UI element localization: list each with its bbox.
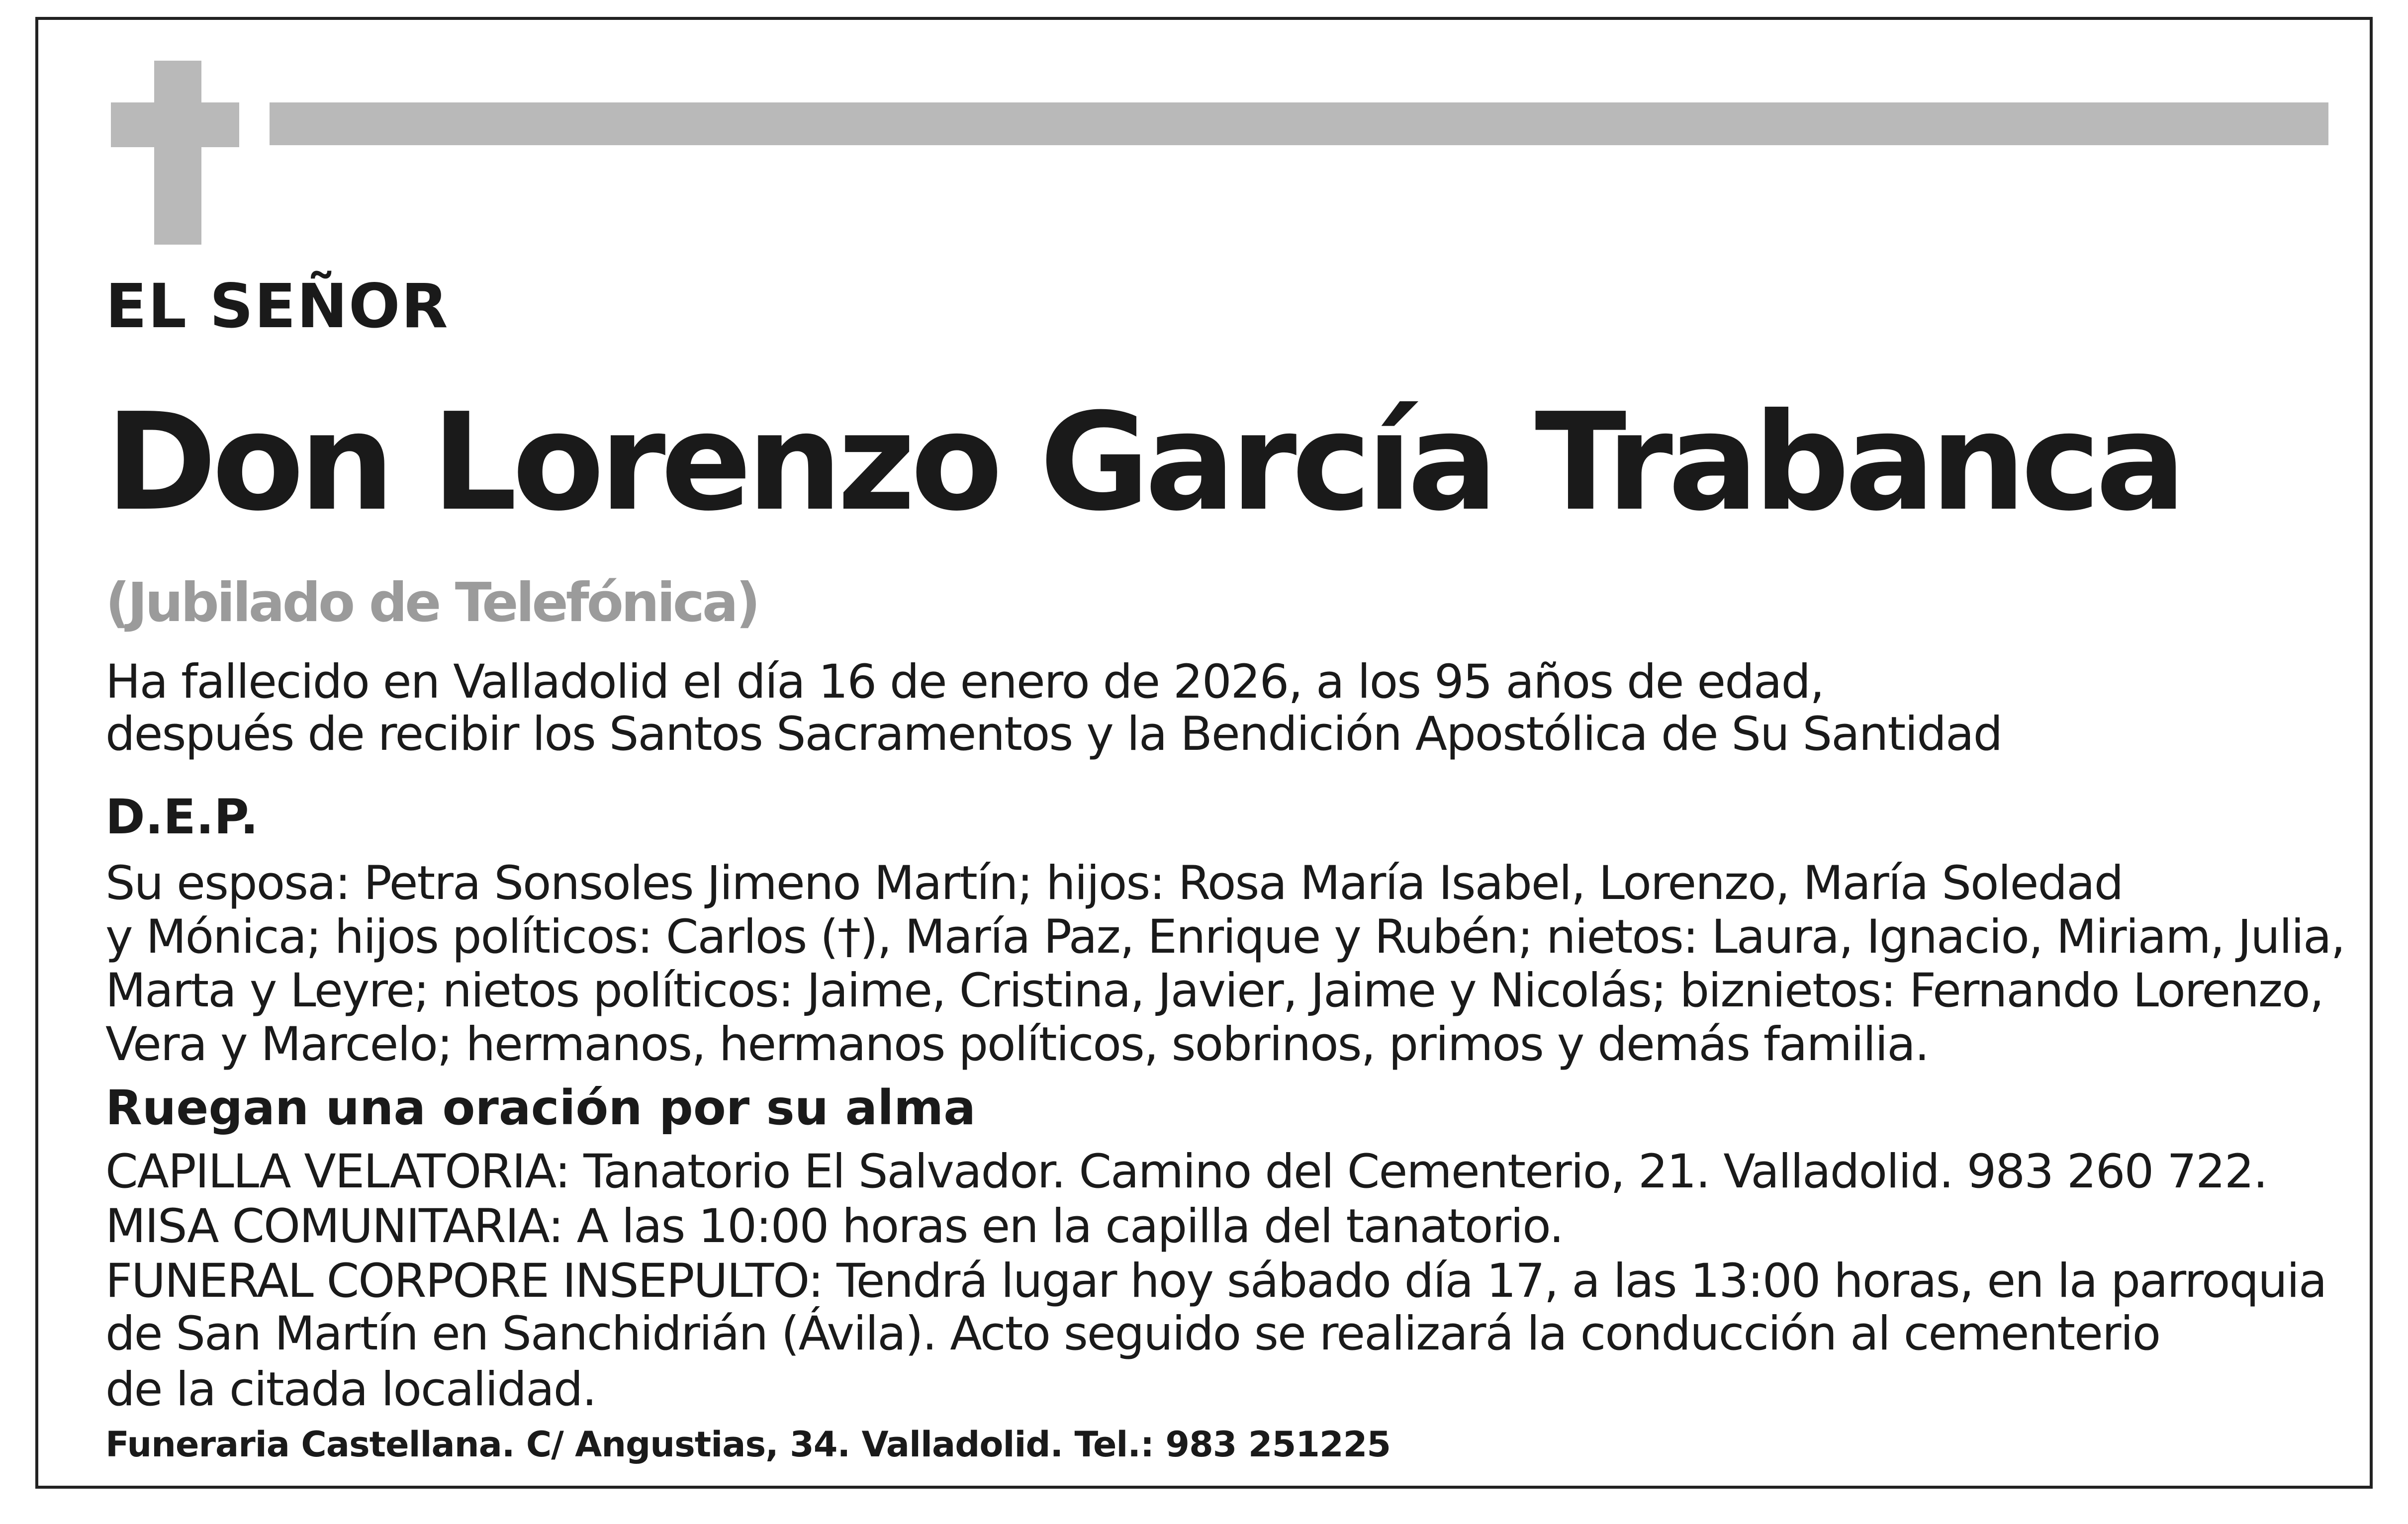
occupation: (Jubilado de Telefónica) xyxy=(105,572,758,634)
cross-icon-vertical xyxy=(154,61,201,245)
honorific: EL SEÑOR xyxy=(105,271,449,342)
family-line: Marta y Leyre; nietos políticos: Jaime, Cristina, Javier, Jaime y Nicolás; biznietos: Fernando Lorenzo, xyxy=(105,964,2323,1018)
service-line: FUNERAL CORPORE INSEPULTO: Tendrá lugar hoy sábado día 17, a las 13:00 horas, en la parroquia xyxy=(105,1254,2326,1308)
family-line: y Mónica; hijos políticos: Carlos (†), María Paz, Enrique y Rubén; nietos: Laura, Ignacio, Miriam, Julia, xyxy=(105,910,2345,964)
death-line: después de recibir los Santos Sacramentos y la Bendición Apostólica de Su Santidad xyxy=(105,707,2002,761)
family-line: Su esposa: Petra Sonsoles Jimeno Martín; hijos: Rosa María Isabel, Lorenzo, María Soledad xyxy=(105,856,2123,910)
prayer-request: Ruegan una oración por su alma xyxy=(105,1080,976,1136)
cross-icon-horizontal xyxy=(111,102,239,147)
service-line: de San Martín en Sanchidrián (Ávila). Acto seguido se realizará la conducción al cementerio xyxy=(105,1307,2160,1361)
service-line: CAPILLA VELATORIA: Tanatorio El Salvador. Camino del Cementerio, 21. Valladolid. 983 260 722. xyxy=(105,1145,2267,1199)
rip-heading: D.E.P. xyxy=(105,789,259,845)
service-line: de la citada localidad. xyxy=(105,1362,596,1417)
death-line: Ha fallecido en Valladolid el día 16 de enero de 2026, a los 95 años de edad, xyxy=(105,655,1824,709)
service-line: MISA COMUNITARIA: A las 10:00 horas en la capilla del tanatorio. xyxy=(105,1199,1564,1254)
funeral-home: Funeraria Castellana. C/ Angustias, 34. Valladolid. Tel.: 983 251225 xyxy=(105,1424,1391,1465)
deceased-name: Don Lorenzo García Trabanca xyxy=(105,384,2182,540)
family-line: Vera y Marcelo; hermanos, hermanos políticos, sobrinos, primos y demás familia. xyxy=(105,1017,1929,1072)
header-bar xyxy=(270,102,2328,145)
